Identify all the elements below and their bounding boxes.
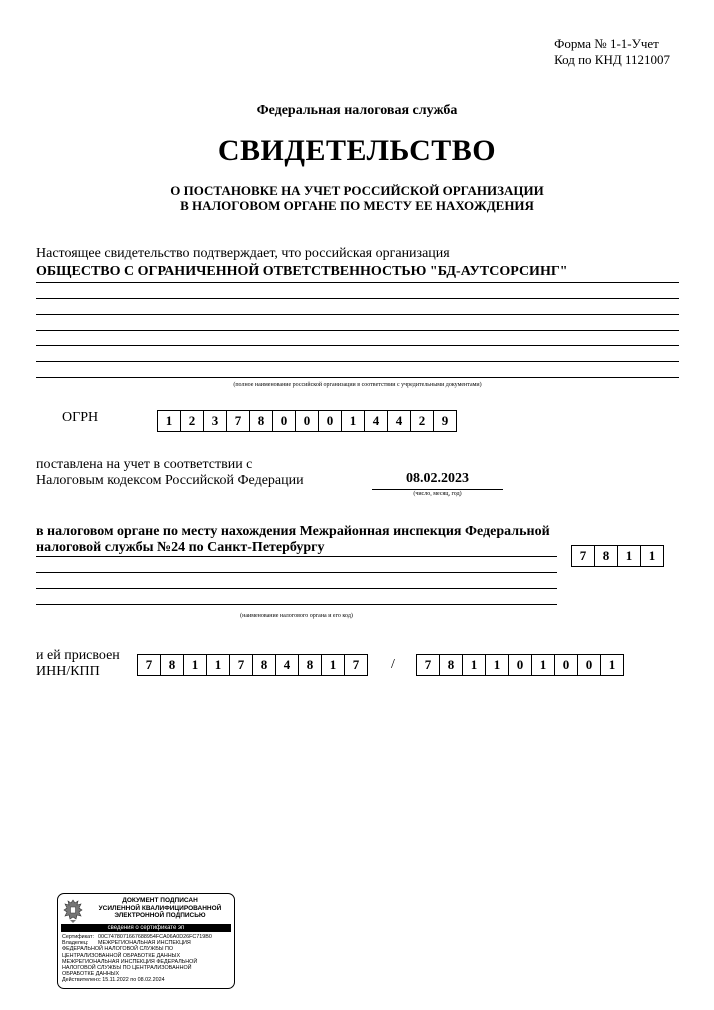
inn-digit: 4 [275, 654, 299, 676]
ogrn-digit: 1 [341, 410, 365, 432]
inn-digit: 1 [183, 654, 207, 676]
ogrn-digit: 4 [364, 410, 388, 432]
registration-text-line-1: поставлена на учет в соответствии с [36, 457, 253, 472]
ogrn-digit: 2 [410, 410, 434, 432]
registration-date-underline [372, 489, 503, 490]
org-name-underline [36, 282, 679, 283]
ogrn-digit: 2 [180, 410, 204, 432]
ogrn-digit: 9 [433, 410, 457, 432]
kpp-digit: 0 [508, 654, 532, 676]
org-name-line-6 [36, 361, 679, 362]
form-code [554, 36, 670, 68]
inn-kpp-separator: / [391, 657, 395, 672]
kpp-cells [416, 654, 624, 676]
knd-code: Код по КНД 1121007 [554, 52, 670, 67]
ogrn-cells [157, 410, 457, 432]
owner-line-1: МЕЖРЕГИОНАЛЬНАЯ ИНСПЕКЦИЯ [98, 940, 191, 947]
tax-authority-line-1: в налоговом органе по месту нахождения Межрайонная инспекция Федеральной [36, 524, 550, 539]
ogrn-digit: 0 [318, 410, 342, 432]
stamp-title-line-3: ЭЛЕКТРОННОЙ ПОДПИСЬЮ [114, 912, 206, 919]
stamp-title-line-2: УСИЛЕННОЙ КВАЛИФИЦИРОВАННОЙ [98, 904, 222, 912]
tax-authority-caption: (наименование налогового органа и его код) [240, 613, 353, 619]
org-name-caption: (полное наименование российской организации в соответствии с учредительными документами) [233, 382, 482, 388]
inn-digit: 8 [160, 654, 184, 676]
subtitle-line-2: В НАЛОГОВОМ ОРГАНЕ ПО МЕСТУ ЕЕ НАХОЖДЕНИЯ [180, 198, 534, 213]
tax-authority-code-digit: 7 [571, 545, 595, 567]
inn-digit: 7 [229, 654, 253, 676]
coat-of-arms-icon [61, 898, 85, 924]
owner-line-6: ОБРАБОТКЕ ДАННЫХ [62, 971, 120, 978]
inn-digit: 1 [321, 654, 345, 676]
document-title: СВИДЕТЕЛЬСТВО [217, 134, 497, 167]
inn-digit: 7 [344, 654, 368, 676]
ogrn-digit: 4 [387, 410, 411, 432]
kpp-digit: 0 [554, 654, 578, 676]
registration-date-caption: (число, месяц, год) [413, 491, 462, 497]
owner-key: Владелец: [62, 940, 89, 947]
document-subtitle [0, 183, 714, 213]
tax-authority-underline [36, 556, 557, 557]
kpp-digit: 1 [485, 654, 509, 676]
kpp-digit: 0 [577, 654, 601, 676]
tax-authority-code-cells [571, 545, 664, 567]
inn-digit: 8 [298, 654, 322, 676]
valid-value: с 15.11.2022 по 08.02.2024 [98, 977, 165, 984]
inn-digit: 8 [252, 654, 276, 676]
ogrn-digit: 1 [157, 410, 181, 432]
tax-authority-code-digit: 1 [617, 545, 641, 567]
ogrn-digit: 0 [295, 410, 319, 432]
stamp-details [62, 934, 234, 984]
ogrn-digit: 0 [272, 410, 296, 432]
tax-authority-line-4 [36, 588, 557, 589]
kpp-digit: 8 [439, 654, 463, 676]
ogrn-label: ОГРН [62, 410, 99, 425]
agency-name: Федеральная налоговая служба [256, 103, 458, 118]
kpp-digit: 7 [416, 654, 440, 676]
ogrn-digit: 7 [226, 410, 250, 432]
inn-cells [137, 654, 368, 676]
electronic-signature-stamp [57, 893, 235, 989]
org-name-line-2 [36, 298, 679, 299]
registration-date: 08.02.2023 [406, 471, 469, 486]
valid-key: Действителен: [62, 977, 99, 984]
certificate-value: 00C7478071667688954FCA06A0D26FC719B0 [98, 934, 212, 940]
tax-authority-code-digit: 8 [594, 545, 618, 567]
registration-text-line-2: Налоговым кодексом Российской Федерации [36, 473, 304, 488]
form-number: Форма № 1-1-Учет [554, 36, 659, 51]
inn-digit: 1 [206, 654, 230, 676]
ogrn-digit: 3 [203, 410, 227, 432]
certificate-key: Сертификат: [62, 934, 95, 940]
inn-digit: 7 [137, 654, 161, 676]
owner-line-3: ЦЕНТРАЛИЗОВАННОЙ ОБРАБОТКЕ ДАННЫХ [62, 952, 181, 959]
organization-name: ОБЩЕСТВО С ОГРАНИЧЕННОЙ ОТВЕТСТВЕННОСТЬЮ "БД-АУТСОРСИНГ" [36, 264, 568, 279]
owner-line-4: МЕЖРЕГИОНАЛЬНАЯ ИНСПЕКЦИЯ ФЕДЕРАЛЬНОЙ [62, 958, 198, 965]
kpp-digit: 1 [531, 654, 555, 676]
tax-authority-line-3 [36, 572, 557, 573]
tax-authority-code-digit: 1 [640, 545, 664, 567]
inn-kpp-label-line-1: и ей присвоен [36, 648, 120, 663]
kpp-digit: 1 [462, 654, 486, 676]
subtitle-line-1: О ПОСТАНОВКЕ НА УЧЕТ РОССИЙСКОЙ ОРГАНИЗАЦИИ [170, 183, 544, 198]
org-name-line-4 [36, 330, 679, 331]
owner-line-2: ФЕДЕРАЛЬНОЙ НАЛОГОВОЙ СЛУЖБЫ ПО [62, 946, 174, 953]
org-name-line-5 [36, 345, 679, 346]
tax-authority-line-5 [36, 604, 557, 605]
kpp-digit: 1 [600, 654, 624, 676]
org-name-line-3 [36, 314, 679, 315]
inn-kpp-label-line-2: ИНН/КПП [36, 664, 100, 679]
org-name-line-7 [36, 377, 679, 378]
intro-text: Настоящее свидетельство подтверждает, что российская организация [36, 246, 450, 261]
stamp-certificate-bar: сведения о сертификате эп [61, 924, 231, 932]
ogrn-digit: 8 [249, 410, 273, 432]
stamp-title [86, 897, 234, 920]
owner-line-5: НАЛОГОВОЙ СЛУЖБЫ ПО ЦЕНТРАЛИЗОВАННОЙ [62, 965, 192, 972]
stamp-title-line-1: ДОКУМЕНТ ПОДПИСАН [122, 897, 198, 904]
tax-authority-line-2: налоговой службы №24 по Санкт-Петербургу [36, 540, 325, 555]
